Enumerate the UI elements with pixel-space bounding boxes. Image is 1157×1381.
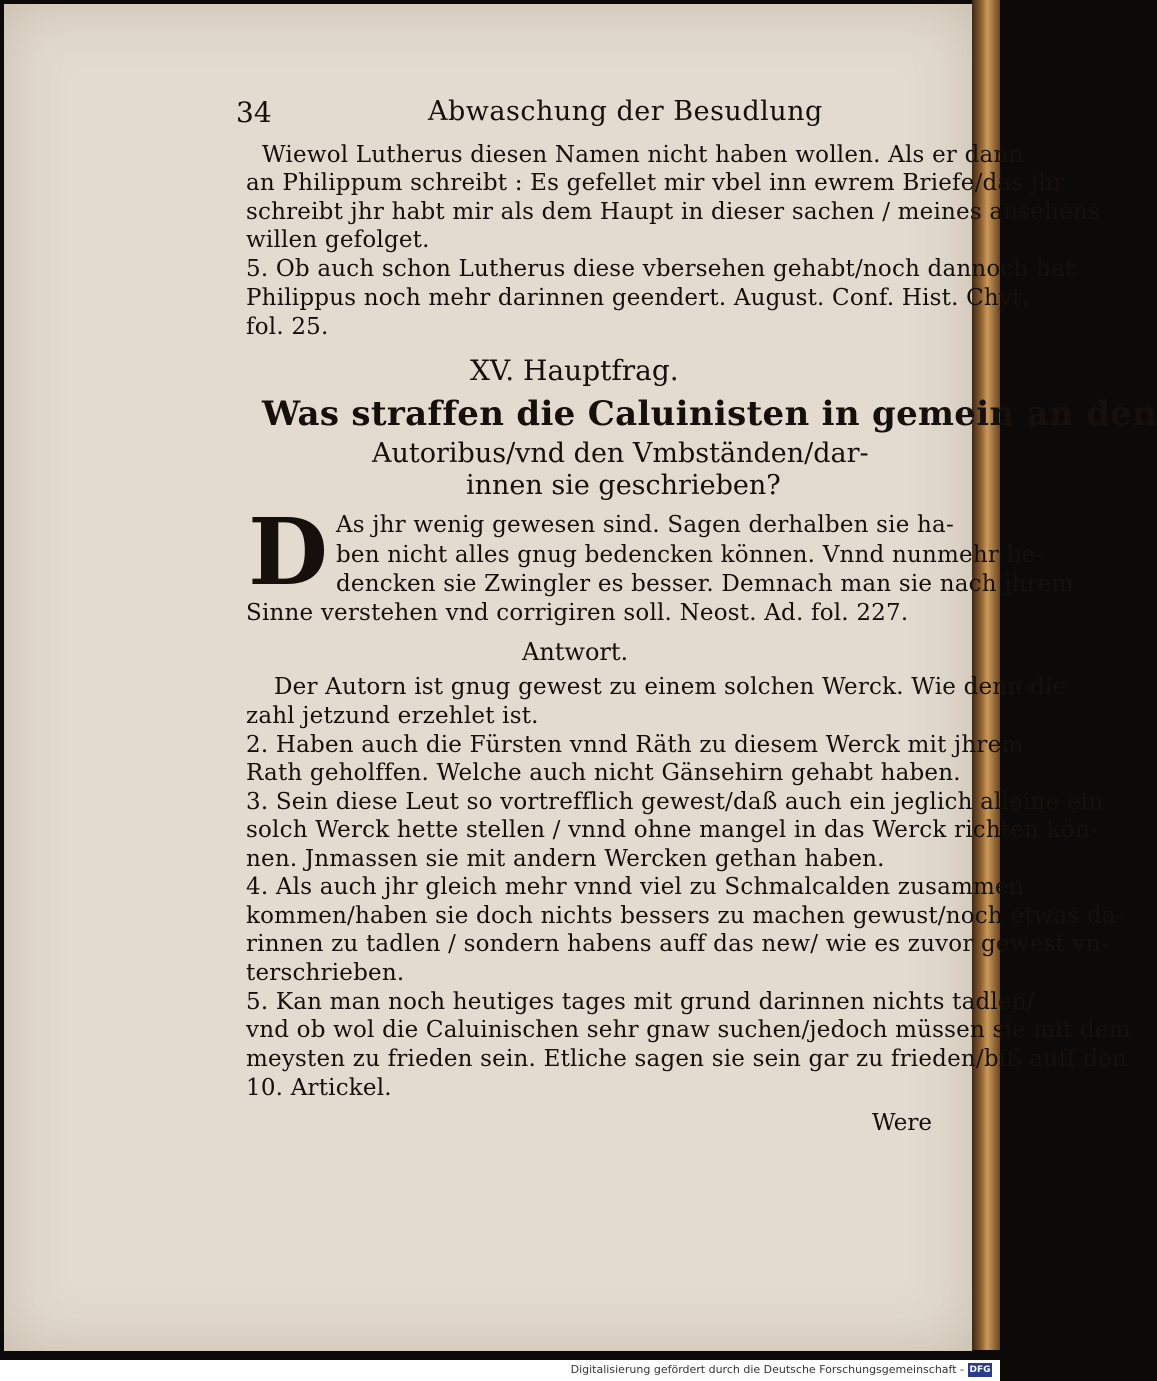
body-line: nen. Jnmassen sie mit andern Wercken gethan haben. (246, 846, 885, 872)
dropcap-initial: D (248, 498, 328, 606)
body-line: zahl jetzund erzehlet ist. (246, 703, 539, 729)
footer-credit: Digitalisierung gefördert durch die Deutsche Forschungsgemeinschaft - (570, 1363, 964, 1376)
body-line: meysten zu frieden sein. Etliche sagen sie sein gar zu frieden/biß auff den (246, 1046, 1128, 1072)
body-line: 3. Sein diese Leut so vortrefflich gewest/daß auch ein jeglich alleine ein (246, 789, 1104, 815)
body-line: kommen/haben sie doch nichts bessers zu machen gewust/noch etwas da- (246, 903, 1124, 929)
body-line: ben nicht alles gnug bedencken können. Vnnd nunmehr be- (336, 542, 1044, 568)
dfg-logo: DFG (969, 1365, 991, 1375)
answer-heading: Antwort. (522, 638, 629, 666)
body-line: Philippus noch mehr darinnen geendert. August. Conf. Hist. Chyt. (246, 285, 1030, 311)
body-line: As jhr wenig gewesen sind. Sagen derhalben sie ha- (336, 512, 954, 538)
body-line: schreibt jhr habt mir als dem Haupt in dieser sachen / meines ansehens (246, 199, 1100, 225)
body-line: Rath geholffen. Welche auch nicht Gänsehirn gehabt haben. (246, 760, 961, 786)
body-line: willen gefolget. (246, 227, 430, 253)
question-title-line2: Autoribus/vnd den Vmbständen/dar- (372, 438, 869, 469)
question-title-line3: innen sie geschrieben? (466, 470, 781, 501)
body-line: Wiewol Lutherus diesen Namen nicht haben wollen. Als er dann (262, 142, 1024, 168)
body-line: 2. Haben auch die Fürsten vnnd Räth zu diesem Werck mit jhrem (246, 732, 1024, 758)
body-line: Der Autorn ist gnug gewest zu einem solchen Werck. Wie denn die (274, 674, 1067, 700)
question-number: XV. Hauptfrag. (470, 354, 679, 387)
page-number: 34 (236, 96, 272, 129)
body-line: 4. Als auch jhr gleich mehr vnnd viel zu Schmalcalden zusammen (246, 874, 1024, 900)
body-line: fol. 25. (246, 314, 329, 340)
catchword: Were (872, 1110, 932, 1136)
body-line: vnd ob wol die Caluinischen sehr gnaw suchen/jedoch müssen sie mit dem (246, 1017, 1131, 1043)
body-line: solch Werck hette stellen / vnnd ohne mangel in das Werck richten kön- (246, 817, 1098, 843)
body-line: 5. Ob auch schon Lutherus diese vbersehen gehabt/noch dannoch hat (246, 256, 1075, 282)
body-line: Sinne verstehen vnd corrigiren soll. Neost. Ad. fol. 227. (246, 600, 909, 626)
body-line: an Philippum schreibt : Es gefellet mir vbel inn ewrem Briefe/das jhr (246, 170, 1065, 196)
body-line: dencken sie Zwingler es besser. Demnach man sie nach jhrem (336, 571, 1074, 597)
body-line: rinnen zu tadlen / sondern habens auff das new/ wie es zuvor gewest vn- (246, 931, 1109, 957)
question-title-line1: Was straffen die Caluinisten in gemein an den (262, 394, 1157, 434)
body-line: 5. Kan man noch heutiges tages mit grund darinnen nichts tadlen/ (246, 989, 1035, 1015)
body-line: terschrieben. (246, 960, 405, 986)
running-head: Abwaschung der Besudlung (428, 96, 823, 127)
body-line: 10. Artickel. (246, 1075, 392, 1101)
